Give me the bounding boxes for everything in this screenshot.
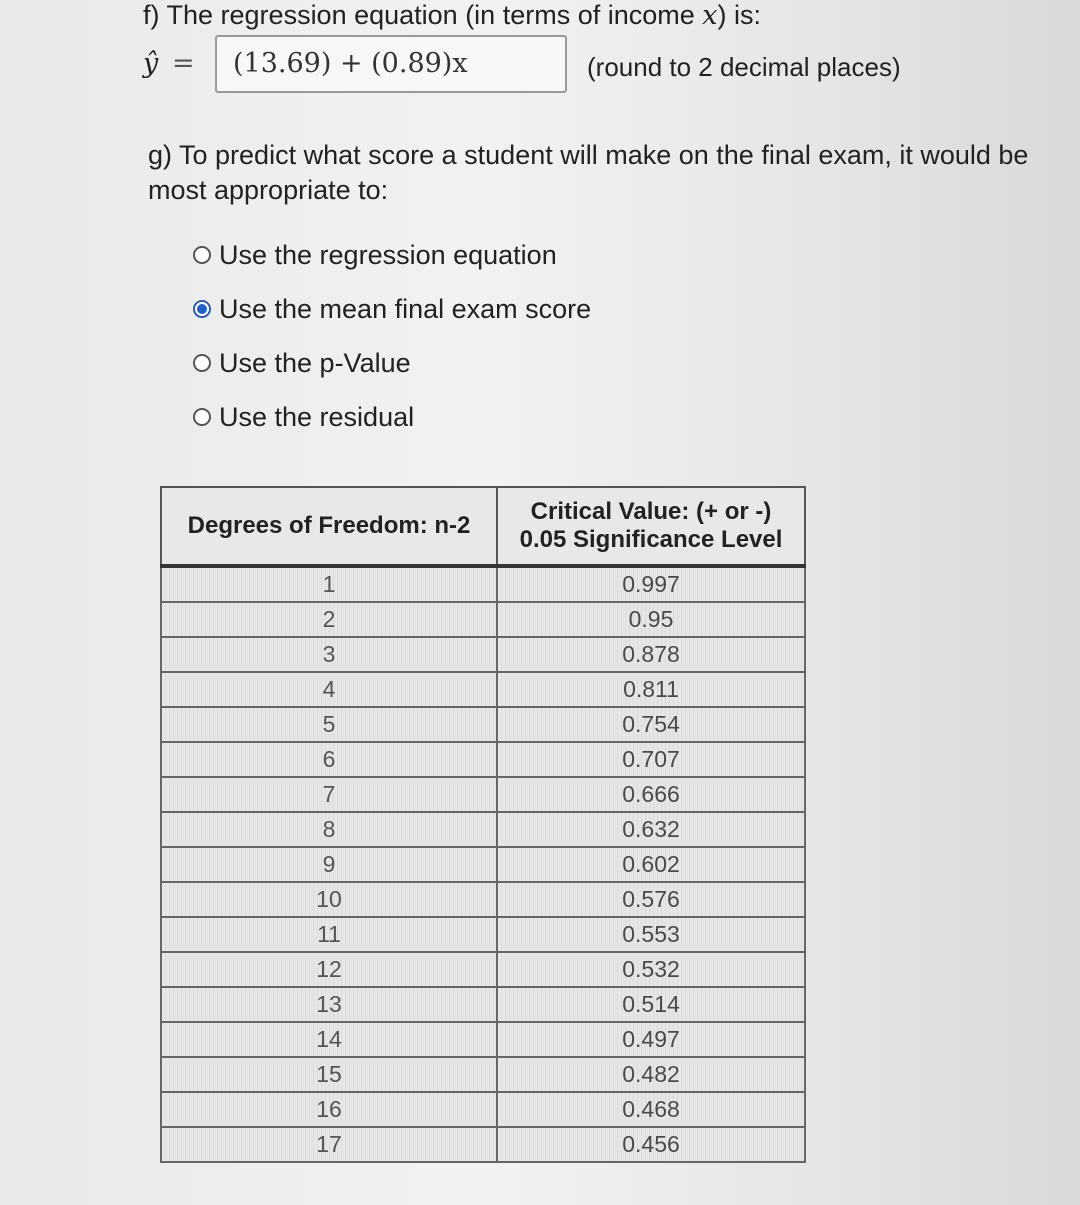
option-label: Use the mean final exam score	[219, 293, 592, 324]
df-cell: 17	[161, 1127, 497, 1162]
critical-values-table	[160, 486, 806, 1163]
table-row	[161, 777, 805, 812]
df-cell: 1	[161, 566, 497, 602]
df-cell: 13	[161, 987, 497, 1022]
header-critical-value-line1: Critical Value: (+ or -)	[530, 498, 772, 525]
df-cell: 8	[161, 812, 497, 847]
df-cell: 6	[161, 742, 497, 777]
regression-answer-input[interactable]: (13.69) + (0.89)x	[215, 35, 567, 93]
table-row	[161, 882, 805, 917]
radio-button-icon[interactable]	[193, 354, 211, 372]
critical-value-cell: 0.95	[497, 602, 805, 637]
critical-value-cell: 0.707	[497, 742, 805, 777]
header-critical-value	[497, 487, 805, 566]
critical-value-cell: 0.811	[497, 672, 805, 707]
table-row	[161, 917, 805, 952]
critical-value-cell: 0.602	[497, 847, 805, 882]
equals-sign: =	[172, 48, 195, 79]
df-cell: 11	[161, 917, 497, 952]
question-g-options	[193, 228, 591, 444]
header-degrees-of-freedom: Degrees of Freedom: n-2	[161, 487, 497, 566]
critical-value-cell: 0.514	[497, 987, 805, 1022]
table-row	[161, 742, 805, 777]
question-f-suffix: ) is:	[717, 0, 761, 30]
critical-value-cell: 0.468	[497, 1092, 805, 1127]
table-row	[161, 987, 805, 1022]
df-cell: 3	[161, 637, 497, 672]
df-cell: 5	[161, 707, 497, 742]
question-f-prefix: f) The regression equation (in terms of income	[143, 0, 703, 30]
table-row	[161, 1057, 805, 1092]
df-cell: 10	[161, 882, 497, 917]
critical-value-cell: 0.666	[497, 777, 805, 812]
critical-value-cell: 0.456	[497, 1127, 805, 1162]
table-row	[161, 1092, 805, 1127]
table-row	[161, 1022, 805, 1057]
critical-value-cell: 0.878	[497, 637, 805, 672]
table-row	[161, 812, 805, 847]
option-residual[interactable]	[193, 390, 591, 444]
option-p-value[interactable]	[193, 336, 591, 390]
y-hat-symbol: ŷ	[143, 48, 159, 79]
radio-button-icon[interactable]	[193, 246, 211, 264]
table-row	[161, 1127, 805, 1162]
critical-value-cell: 0.532	[497, 952, 805, 987]
rounding-note: (round to 2 decimal places)	[587, 52, 901, 82]
table-header-row	[161, 487, 805, 566]
table-row	[161, 602, 805, 637]
table-row	[161, 707, 805, 742]
critical-value-cell: 0.576	[497, 882, 805, 917]
df-cell: 14	[161, 1022, 497, 1057]
option-mean-final-exam-score[interactable]	[193, 282, 591, 336]
table-row	[161, 566, 805, 602]
table-row	[161, 672, 805, 707]
critical-value-cell: 0.754	[497, 707, 805, 742]
option-label: Use the regression equation	[219, 239, 557, 270]
critical-value-cell: 0.497	[497, 1022, 805, 1057]
critical-value-cell: 0.997	[497, 566, 805, 602]
table-row	[161, 847, 805, 882]
radio-button-selected-icon[interactable]	[193, 300, 211, 318]
df-cell: 16	[161, 1092, 497, 1127]
df-cell: 9	[161, 847, 497, 882]
question-g-prompt: g) To predict what score a student will make on the final exam, it would be most appropriate to:	[148, 140, 1029, 205]
df-cell: 2	[161, 602, 497, 637]
df-cell: 12	[161, 952, 497, 987]
option-label: Use the residual	[219, 401, 415, 432]
critical-value-cell: 0.632	[497, 812, 805, 847]
variable-x: x	[702, 0, 718, 31]
df-cell: 15	[161, 1057, 497, 1092]
table-row	[161, 952, 805, 987]
critical-value-cell: 0.553	[497, 917, 805, 952]
table-row	[161, 637, 805, 672]
option-regression-equation[interactable]	[193, 228, 591, 282]
critical-value-cell: 0.482	[497, 1057, 805, 1092]
df-cell: 7	[161, 777, 497, 812]
radio-button-icon[interactable]	[193, 408, 211, 426]
header-critical-value-line2: 0.05 Significance Level	[519, 526, 783, 553]
df-cell: 4	[161, 672, 497, 707]
question-f-label	[143, 0, 761, 31]
option-label: Use the p-Value	[219, 347, 411, 378]
